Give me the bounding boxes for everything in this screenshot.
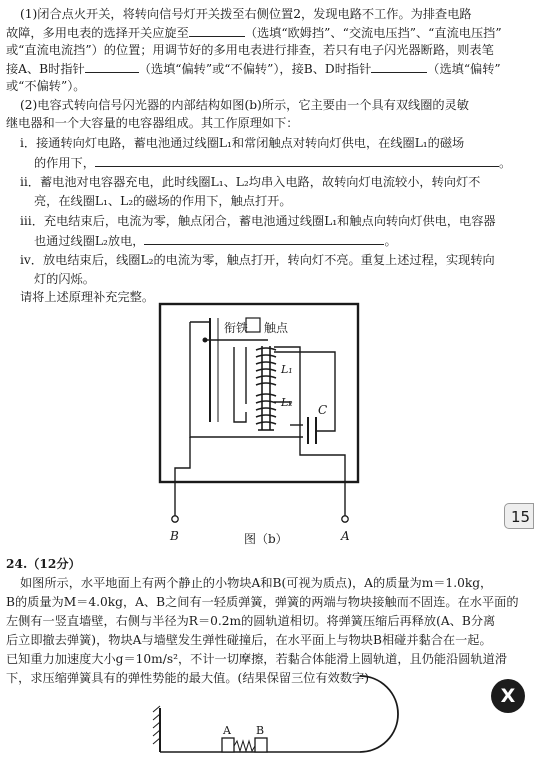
text: 故障，多用电表的选择开关应旋至 xyxy=(6,26,189,40)
text: （选填“欧姆挡”、“交流电压挡”、“直流电压挡” xyxy=(244,26,502,40)
text: 也通过线圈L₂放电， xyxy=(34,234,145,248)
part1-line5: 或“不偏转”）。 xyxy=(6,79,86,93)
part2-intro2: 继电器和一个大容量的电容器组成。其工作原理如下： xyxy=(6,116,299,130)
label-terminal-b: B xyxy=(170,529,179,543)
page-number-tab[interactable]: 15 xyxy=(504,503,534,529)
step4-line2: 灯的闪烁。 xyxy=(34,272,95,286)
step2-line2: 亮，在线圈L₁、L₂的磁场的作用下，触点打开。 xyxy=(34,194,292,208)
text: 接A、B时指针 xyxy=(6,62,85,76)
label-block-a: A xyxy=(223,724,231,737)
label-armature: 衔铁 xyxy=(224,321,249,335)
label-capacitor: C xyxy=(318,403,328,417)
part2-intro1: (2)电容式转向信号闪光器的内部结构如图(b)所示，它主要由一个具有双线圈的灵敏 xyxy=(20,98,469,112)
instruction: 请将上述原理补充完整。 xyxy=(20,290,155,304)
q24-line6: 下，求压缩弹簧具有的弹性势能的最大值。(结果保留三位有效数字) xyxy=(6,671,369,685)
label-contact: 触点 xyxy=(264,321,289,335)
label-block-b: B xyxy=(256,724,265,737)
q24-line4: 后立即撤去弹簧)，物块A与墙壁发生弹性碰撞后，在水平面上与物块B相碰并黏合在一起。 xyxy=(6,633,492,647)
close-button[interactable]: X xyxy=(491,679,525,713)
part1-line3: 或“直流电流挡”）的位置；用调节好的多用电表进行排查，若只有电子闪光器断路，则表笔 xyxy=(6,43,494,57)
text: （选填“偏转” xyxy=(427,62,501,76)
step4-line1: ⅳ．放电结束后，线圈L₂的电流为零，触点打开，转向灯不亮。重复上述过程，实现转向 xyxy=(20,253,495,267)
part1-line1: (1)闭合点火开关，将转向信号灯开关拨至右侧位置2，发现电路不工作。为排查电路 xyxy=(20,7,472,21)
label-coil-l1: L₁ xyxy=(281,363,293,376)
q24-header: 24.（12分） xyxy=(6,557,81,571)
text: 。 xyxy=(384,234,397,248)
figure-b-caption: 图（b） xyxy=(244,532,288,546)
step1-line1: ⅰ．接通转向灯电路，蓄电池通过线圈L₁和常闭触点对转向灯供电，在线圈L₁的磁场 xyxy=(20,136,465,150)
label-coil-l2: L₂ xyxy=(281,396,293,409)
step3-line1: ⅲ．充电结束后，电流为零，触点闭合，蓄电池通过线圈L₁和触点向转向灯供电，电容器 xyxy=(20,214,496,228)
q24-line2: B的质量为M＝4.0kg，A、B之间有一轻质弹簧，弹簧的两端与物块接触而不固连。在水平面的 xyxy=(6,595,519,609)
q24-line1: 如图所示，水平地面上有两个静止的小物块A和B(可视为质点)，A的质量为m＝1.0kg， xyxy=(20,576,493,590)
text: 的作用下， xyxy=(34,156,95,170)
q24-line3: 左侧有一竖直墙壁，右侧与半径为R＝0.2m的圆轨道相切。将弹簧压缩后再释放(A、B分离 xyxy=(6,614,496,628)
block-a xyxy=(222,738,234,752)
q24-line5: 已知重力加速度大小g＝10m/s²，不计一切摩擦，若黏合体能滑上圆轨道，且仍能沿圆轨道滑 xyxy=(6,652,508,666)
label-terminal-a: A xyxy=(341,529,350,543)
text: （选填“偏转”或“不偏转”），接B、D时指针 xyxy=(138,62,372,76)
block-b xyxy=(255,738,267,752)
step2-line1: ⅱ．蓄电池对电容器充电，此时线圈L₁、L₂均串入电路，故转向灯电流较小，转向灯不 xyxy=(20,175,481,189)
text: 。 xyxy=(498,156,512,170)
